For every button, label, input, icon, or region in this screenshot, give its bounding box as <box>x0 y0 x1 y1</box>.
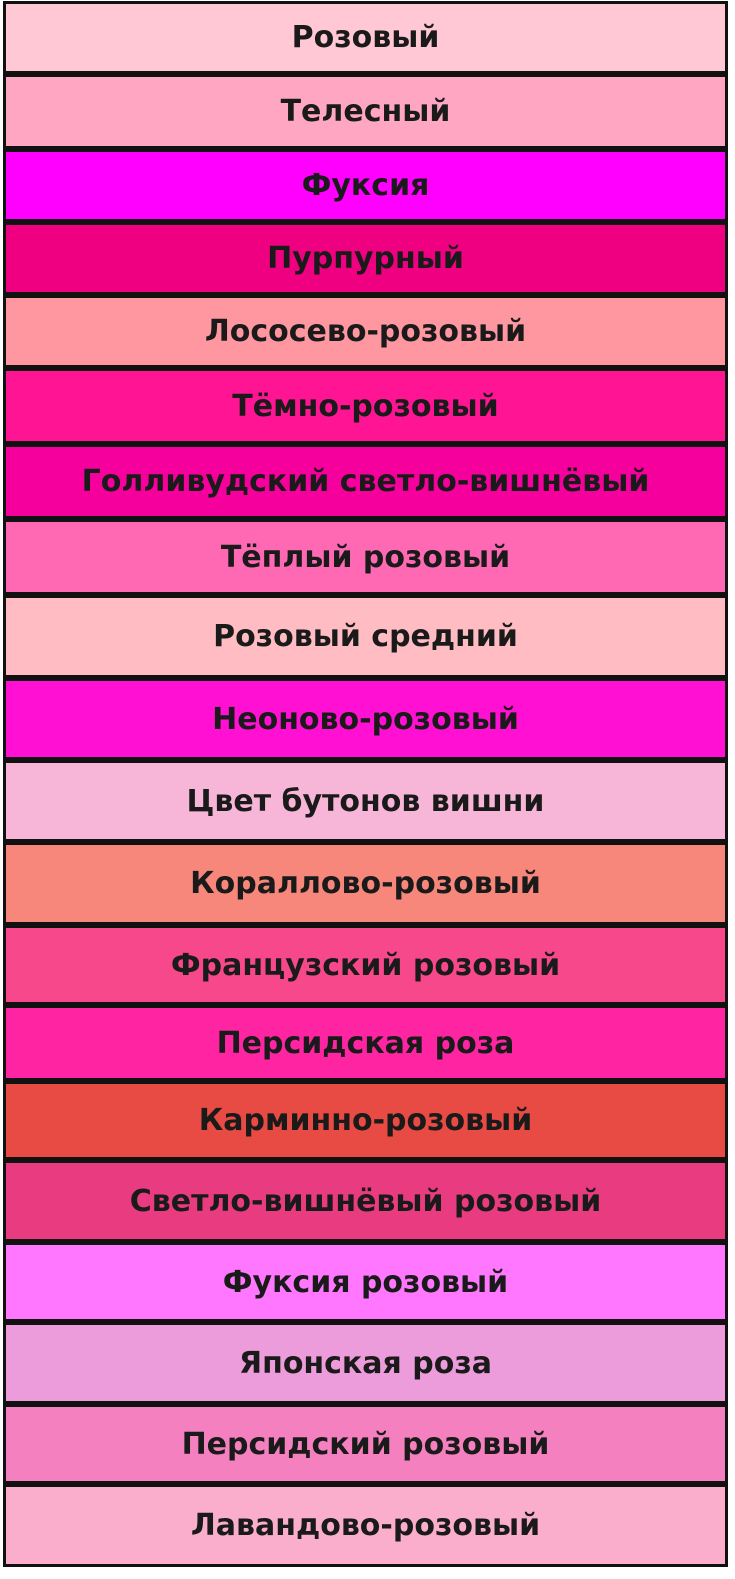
swatch-label: Лососево-розовый <box>204 314 527 349</box>
swatch-rozovyj <box>3 1 728 74</box>
swatch-label: Фуксия <box>301 168 430 203</box>
swatch-label: Японская роза <box>238 1345 493 1381</box>
swatch-yaponskaya-roza <box>3 1322 728 1404</box>
swatch-label: Неоново-розовый <box>212 701 519 737</box>
swatch-label: Лавандово-розовый <box>190 1508 541 1543</box>
swatch-label: Цвет бутонов вишни <box>186 783 545 819</box>
swatch-korallovo-rozovyj <box>3 842 728 925</box>
swatch-rozovyj-srednij <box>3 595 728 678</box>
swatch-label: Тёмно-розовый <box>232 388 499 424</box>
swatch-temno-rozovyj <box>3 368 728 444</box>
swatch-label: Персидский розовый <box>181 1426 550 1462</box>
swatch-telesnyj <box>3 74 728 149</box>
swatch-label: Карминно-розовый <box>198 1103 533 1138</box>
swatch-gollivudskij-svetlo-vishnevyj <box>3 444 728 519</box>
swatch-label: Фуксия розовый <box>222 1264 509 1300</box>
swatch-label: Телесный <box>280 94 451 129</box>
swatch-label: Светло-вишнёвый розовый <box>129 1183 602 1219</box>
swatch-label: Кораллово-розовый <box>190 866 541 901</box>
swatch-neonovo-rozovyj <box>3 678 728 760</box>
swatch-fuksiya <box>3 149 728 222</box>
swatch-lavandovo-rozovyj <box>3 1484 728 1567</box>
swatch-cvet-butonov-vishni <box>3 760 728 842</box>
swatch-karminno-rozovyj <box>3 1081 728 1160</box>
swatch-label: Голливудский светло-вишнёвый <box>81 464 650 499</box>
swatch-fuksiya-rozovyj <box>3 1242 728 1322</box>
swatch-purpurnyj <box>3 222 728 295</box>
swatch-label: Розовый <box>291 20 440 55</box>
swatch-label: Тёплый розовый <box>220 539 511 575</box>
swatch-teplyj-rozovyj <box>3 519 728 595</box>
swatch-persidskaya-roza <box>3 1005 728 1081</box>
swatch-francuzskij-rozovyj <box>3 925 728 1005</box>
swatch-label: Персидская роза <box>216 1025 515 1061</box>
swatch-label: Розовый средний <box>213 619 518 654</box>
swatch-label: Французский розовый <box>170 947 561 983</box>
swatch-persidskij-rozovyj <box>3 1404 728 1484</box>
swatch-label: Пурпурный <box>267 241 464 276</box>
swatch-svetlo-vishnevyj-rozovyj <box>3 1160 728 1242</box>
swatch-lososevo-rozovyj <box>3 295 728 368</box>
